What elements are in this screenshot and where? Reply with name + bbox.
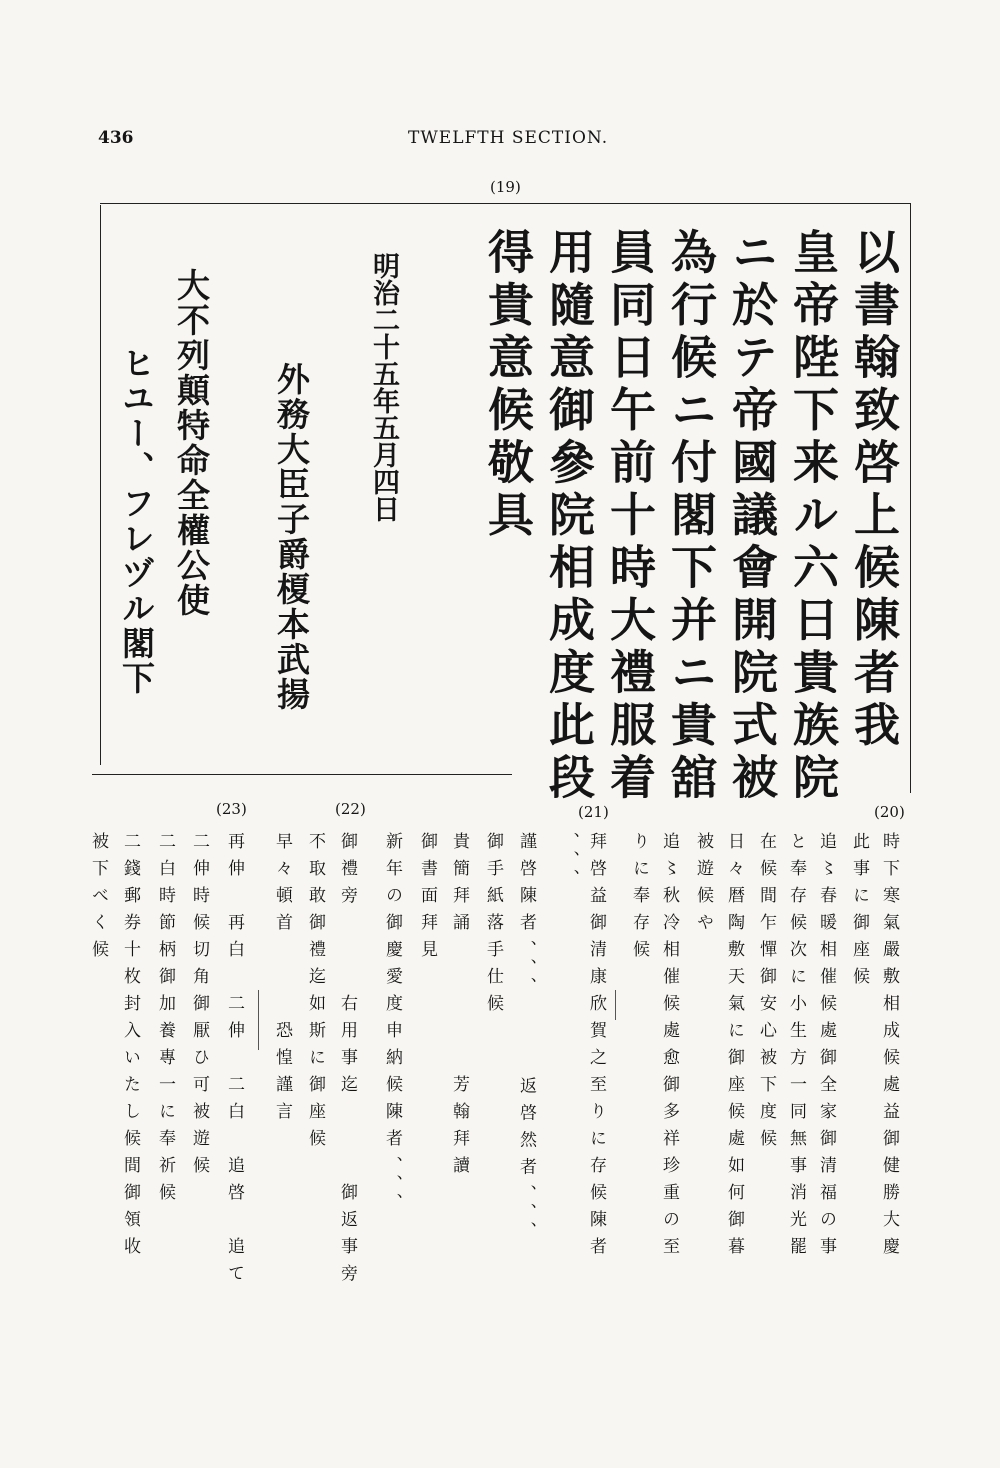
- letter20-line-4: と奉存候次に小生方一同無事消光罷: [786, 832, 806, 1264]
- letter23-line-4: 二錢郵券十枚封入いたし候間御領收: [120, 832, 140, 1264]
- letter19-signature: 外務大臣子爵榎本武揚: [272, 362, 311, 712]
- frame-right-border: [910, 203, 911, 793]
- letter19-line-2: 皇帝陛下来ル六日貴族院: [786, 228, 840, 806]
- section-number-20: (20): [874, 803, 905, 821]
- section-number-21: (21): [578, 803, 609, 821]
- letter20-line-7: 被遊候や: [693, 832, 713, 940]
- letter21-line-3: 謹啓陳者、、、 返啓然者、、、: [516, 832, 536, 1249]
- letter19-date: 明治二十五年五月四日: [368, 252, 399, 522]
- letter21-line-2: 、、、: [559, 832, 579, 896]
- section-number-19: (19): [490, 178, 521, 196]
- letter19-line-5: 員同日午前十時大禮服着: [603, 228, 657, 806]
- letter22-line-1: 御禮旁 右用事迄 御返事旁: [337, 832, 357, 1291]
- letter19-addressee-title: 大不列顛特命全權公使: [172, 268, 211, 618]
- section-number-23: (23): [216, 800, 247, 818]
- letter21-line-5: 貴簡拜誦 芳翰拜讀: [449, 832, 469, 1183]
- letter20-line-2: 此事に御座候: [849, 832, 869, 994]
- letter19-addressee-name: ヒユー、フレヅル閣下: [117, 346, 156, 696]
- letter20-line-8: 追〻秋冷相催候處愈御多祥珍重の至: [659, 832, 679, 1264]
- letter22-line-2: 不取敢御禮迄如斯に御座候: [305, 832, 325, 1156]
- separator-rule: [258, 990, 259, 1050]
- letter20-line-3: 追〻春暖相催候處御全家御清福の事: [816, 832, 836, 1264]
- separator-rule: [615, 990, 616, 1020]
- frame-top-border: [100, 203, 910, 204]
- letter21-line-7: 新年の御慶愛度申納候陳者、、、: [382, 832, 402, 1220]
- letter19-line-3: ニ於テ帝國議會開院式被: [725, 228, 779, 806]
- letter20-line-5: 在候間乍憚御安心被下度候: [756, 832, 776, 1156]
- letter19-line-4: 為行候ニ付閣下并ニ貴舘: [664, 228, 718, 806]
- running-title: TWELFTH SECTION.: [408, 128, 609, 148]
- letter19-line-1: 以書翰致啓上候陳者我: [847, 228, 901, 753]
- letter21-line-1: 拜啓益御清康欣賀之至りに存候陳者: [586, 832, 606, 1264]
- letter19-line-7: 得貴意候敬具: [481, 228, 535, 543]
- frame-bottom-border: [92, 774, 512, 775]
- section-number-22: (22): [335, 800, 366, 818]
- letter23-line-1: 再伸 再白 二伸 二白 追啓 追て: [224, 832, 244, 1291]
- page-number: 436: [98, 128, 134, 148]
- letter22-line-3: 早々頓首 恐惶謹言: [272, 832, 292, 1129]
- letter21-line-4: 御手紙落手仕候: [483, 832, 503, 1021]
- letter23-line-2: 二伸時候切角御厭ひ可被遊候: [189, 832, 209, 1183]
- letter23-line-5: 被下べく候: [88, 832, 108, 967]
- letter21-line-6: 御書面拜見: [417, 832, 437, 967]
- letter20-line-1: 時下寒氣嚴敷相成候處益御健勝大慶: [879, 832, 899, 1264]
- letter20-line-9: りに奉存候: [629, 832, 649, 967]
- letter20-line-6: 日々暦陶敷天氣に御座候處如何御暮: [724, 832, 744, 1264]
- letter23-line-3: 二白時節柄御加養專一に奉祈候: [155, 832, 175, 1210]
- letter19-line-6: 用隨意御參院相成度此段: [542, 228, 596, 806]
- frame-left-border: [100, 205, 101, 765]
